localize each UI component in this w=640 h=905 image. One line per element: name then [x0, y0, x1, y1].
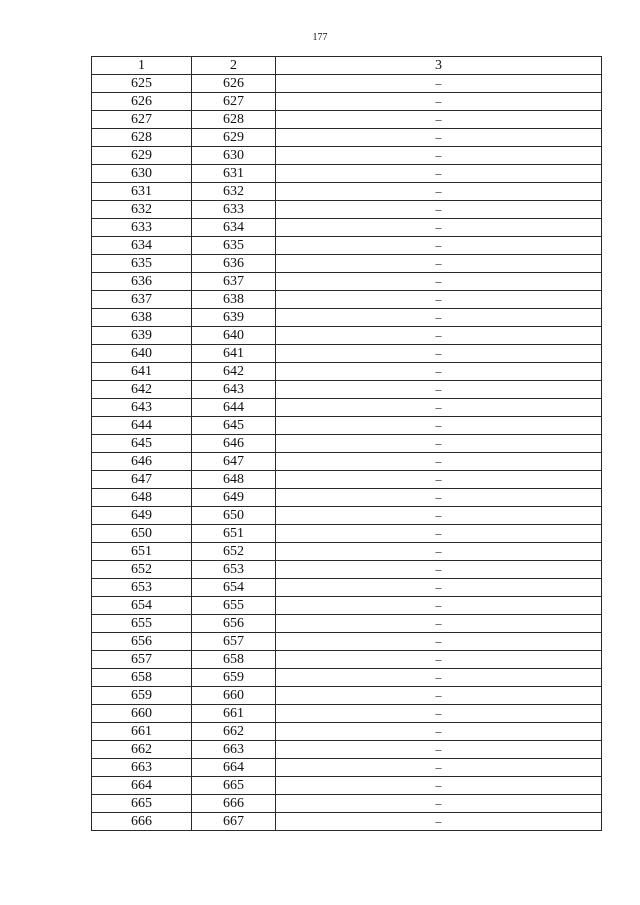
table-row: [92, 291, 602, 309]
table-cell-col-1: 627: [92, 111, 192, 129]
table-cell-col-2: 650: [192, 507, 276, 525]
table-cell-col-2: 665: [192, 777, 276, 795]
table-cell-col-1: 649: [92, 507, 192, 525]
table-cell-col-3: –: [276, 777, 602, 795]
table-row: [92, 327, 602, 345]
table-row: [92, 255, 602, 273]
table-cell-col-2: 664: [192, 759, 276, 777]
table-row: [92, 489, 602, 507]
table-row: [92, 471, 602, 489]
table-cell-col-1: 647: [92, 471, 192, 489]
table-cell-col-3: –: [276, 669, 602, 687]
table-row: [92, 813, 602, 831]
table-cell-col-2: 633: [192, 201, 276, 219]
table-row: [92, 183, 602, 201]
table-cell-col-1: 632: [92, 201, 192, 219]
table-row: [92, 633, 602, 651]
table-cell-col-3: –: [276, 291, 602, 309]
table-cell-col-2: 666: [192, 795, 276, 813]
table-cell-col-2: 655: [192, 597, 276, 615]
table-cell-col-2: 656: [192, 615, 276, 633]
table-cell-col-3: –: [276, 435, 602, 453]
table-cell-col-2: 626: [192, 75, 276, 93]
table-cell-col-1: 660: [92, 705, 192, 723]
table-cell-col-1: 638: [92, 309, 192, 327]
table-row: [92, 453, 602, 471]
table-cell-col-3: –: [276, 741, 602, 759]
table-cell-col-1: 640: [92, 345, 192, 363]
table-cell-col-3: –: [276, 363, 602, 381]
table-cell-col-2: 636: [192, 255, 276, 273]
table-cell-col-3: –: [276, 615, 602, 633]
table-cell-col-3: –: [276, 489, 602, 507]
table-cell-col-3: –: [276, 147, 602, 165]
table-cell-col-2: 667: [192, 813, 276, 831]
page-number: 177: [312, 32, 328, 43]
table-cell-col-3: –: [276, 381, 602, 399]
table-cell-col-1: 637: [92, 291, 192, 309]
table-cell-col-2: 663: [192, 741, 276, 759]
table-row: [92, 525, 602, 543]
table-cell-col-2: 653: [192, 561, 276, 579]
table-cell-col-2: 630: [192, 147, 276, 165]
table-row: [92, 237, 602, 255]
table-header: [92, 57, 602, 75]
table-cell-col-1: 663: [92, 759, 192, 777]
table-row: [92, 147, 602, 165]
table-cell-col-2: 646: [192, 435, 276, 453]
table-cell-col-3: –: [276, 417, 602, 435]
table-cell-col-1: 634: [92, 237, 192, 255]
table-cell-col-3: –: [276, 93, 602, 111]
table-cell-col-1: 666: [92, 813, 192, 831]
table-cell-col-3: –: [276, 651, 602, 669]
table-row: [92, 219, 602, 237]
table-cell-col-3: –: [276, 561, 602, 579]
table-cell-col-3: –: [276, 201, 602, 219]
table-cell-col-2: 632: [192, 183, 276, 201]
table-cell-col-3: –: [276, 705, 602, 723]
table-cell-col-3: –: [276, 759, 602, 777]
table-cell-col-3: –: [276, 795, 602, 813]
table-cell-col-1: 658: [92, 669, 192, 687]
table-cell-col-2: 659: [192, 669, 276, 687]
table-row: [92, 615, 602, 633]
table-cell-col-1: 664: [92, 777, 192, 795]
table-cell-col-3: –: [276, 111, 602, 129]
table-row: [92, 75, 602, 93]
table-row: [92, 129, 602, 147]
table-cell-col-3: –: [276, 597, 602, 615]
table-row: [92, 597, 602, 615]
table-cell-col-3: –: [276, 129, 602, 147]
table-cell-col-2: 637: [192, 273, 276, 291]
table-cell-col-2: 643: [192, 381, 276, 399]
table-cell-col-2: 631: [192, 165, 276, 183]
column-header-3: 3: [276, 57, 602, 75]
table-cell-col-2: 628: [192, 111, 276, 129]
table-cell-col-3: –: [276, 219, 602, 237]
table-row: [92, 273, 602, 291]
table-cell-col-1: 648: [92, 489, 192, 507]
table-cell-col-1: 656: [92, 633, 192, 651]
table-cell-col-3: –: [276, 543, 602, 561]
table-cell-col-1: 644: [92, 417, 192, 435]
table-cell-col-3: –: [276, 183, 602, 201]
table-cell-col-2: 661: [192, 705, 276, 723]
table-row: [92, 345, 602, 363]
table-cell-col-1: 659: [92, 687, 192, 705]
table-cell-col-3: –: [276, 75, 602, 93]
table-row: [92, 435, 602, 453]
table-cell-col-2: 642: [192, 363, 276, 381]
table-cell-col-3: –: [276, 399, 602, 417]
table-header-row: [92, 57, 602, 75]
table-cell-col-2: 640: [192, 327, 276, 345]
table-cell-col-2: 660: [192, 687, 276, 705]
table-cell-col-2: 645: [192, 417, 276, 435]
table-row: [92, 723, 602, 741]
table-cell-col-3: –: [276, 165, 602, 183]
table-cell-col-3: –: [276, 237, 602, 255]
table-row: [92, 669, 602, 687]
table-cell-col-1: 650: [92, 525, 192, 543]
table-cell-col-1: 661: [92, 723, 192, 741]
table-cell-col-1: 654: [92, 597, 192, 615]
table-cell-col-1: 625: [92, 75, 192, 93]
table-row: [92, 201, 602, 219]
table-cell-col-2: 641: [192, 345, 276, 363]
table-row: [92, 759, 602, 777]
table-cell-col-1: 630: [92, 165, 192, 183]
table-row: [92, 741, 602, 759]
table-cell-col-1: 645: [92, 435, 192, 453]
table-row: [92, 111, 602, 129]
column-header-2: 2: [192, 57, 276, 75]
table-cell-col-1: 665: [92, 795, 192, 813]
table-row: [92, 417, 602, 435]
table-cell-col-3: –: [276, 525, 602, 543]
table-cell-col-2: 651: [192, 525, 276, 543]
table-cell-col-3: –: [276, 309, 602, 327]
table-row: [92, 507, 602, 525]
table-cell-col-2: 654: [192, 579, 276, 597]
table-row: [92, 651, 602, 669]
table-cell-col-1: 629: [92, 147, 192, 165]
table-cell-col-1: 662: [92, 741, 192, 759]
table-row: [92, 93, 602, 111]
table-cell-col-1: 655: [92, 615, 192, 633]
data-table-container: [91, 56, 601, 831]
table-cell-col-1: 635: [92, 255, 192, 273]
table-cell-col-1: 652: [92, 561, 192, 579]
table-row: [92, 795, 602, 813]
table-cell-col-1: 626: [92, 93, 192, 111]
data-table: [91, 56, 602, 831]
table-row: [92, 363, 602, 381]
column-header-1: 1: [92, 57, 192, 75]
table-cell-col-2: 662: [192, 723, 276, 741]
table-cell-col-1: 643: [92, 399, 192, 417]
table-cell-col-2: 648: [192, 471, 276, 489]
table-cell-col-3: –: [276, 453, 602, 471]
table-row: [92, 543, 602, 561]
table-cell-col-1: 631: [92, 183, 192, 201]
table-cell-col-3: –: [276, 327, 602, 345]
table-cell-col-2: 638: [192, 291, 276, 309]
table-cell-col-3: –: [276, 255, 602, 273]
table-cell-col-3: –: [276, 471, 602, 489]
table-cell-col-2: 629: [192, 129, 276, 147]
table-cell-col-2: 627: [192, 93, 276, 111]
table-cell-col-2: 657: [192, 633, 276, 651]
table-cell-col-2: 652: [192, 543, 276, 561]
table-cell-col-3: –: [276, 633, 602, 651]
table-cell-col-3: –: [276, 345, 602, 363]
table-row: [92, 309, 602, 327]
table-row: [92, 561, 602, 579]
table-cell-col-1: 657: [92, 651, 192, 669]
table-cell-col-2: 658: [192, 651, 276, 669]
table-cell-col-3: –: [276, 507, 602, 525]
table-cell-col-3: –: [276, 273, 602, 291]
table-cell-col-1: 653: [92, 579, 192, 597]
table-cell-col-2: 634: [192, 219, 276, 237]
table-cell-col-3: –: [276, 813, 602, 831]
table-cell-col-1: 636: [92, 273, 192, 291]
table-cell-col-1: 628: [92, 129, 192, 147]
table-row: [92, 399, 602, 417]
table-row: [92, 705, 602, 723]
table-row: [92, 687, 602, 705]
table-cell-col-1: 641: [92, 363, 192, 381]
table-cell-col-3: –: [276, 579, 602, 597]
table-cell-col-2: 644: [192, 399, 276, 417]
table-body: [92, 75, 602, 831]
table-cell-col-1: 646: [92, 453, 192, 471]
table-cell-col-1: 642: [92, 381, 192, 399]
table-cell-col-1: 633: [92, 219, 192, 237]
table-row: [92, 165, 602, 183]
table-cell-col-3: –: [276, 723, 602, 741]
table-row: [92, 381, 602, 399]
table-cell-col-2: 649: [192, 489, 276, 507]
table-cell-col-3: –: [276, 687, 602, 705]
table-cell-col-1: 639: [92, 327, 192, 345]
table-row: [92, 777, 602, 795]
table-cell-col-2: 647: [192, 453, 276, 471]
table-cell-col-2: 639: [192, 309, 276, 327]
table-row: [92, 579, 602, 597]
table-cell-col-2: 635: [192, 237, 276, 255]
table-cell-col-1: 651: [92, 543, 192, 561]
